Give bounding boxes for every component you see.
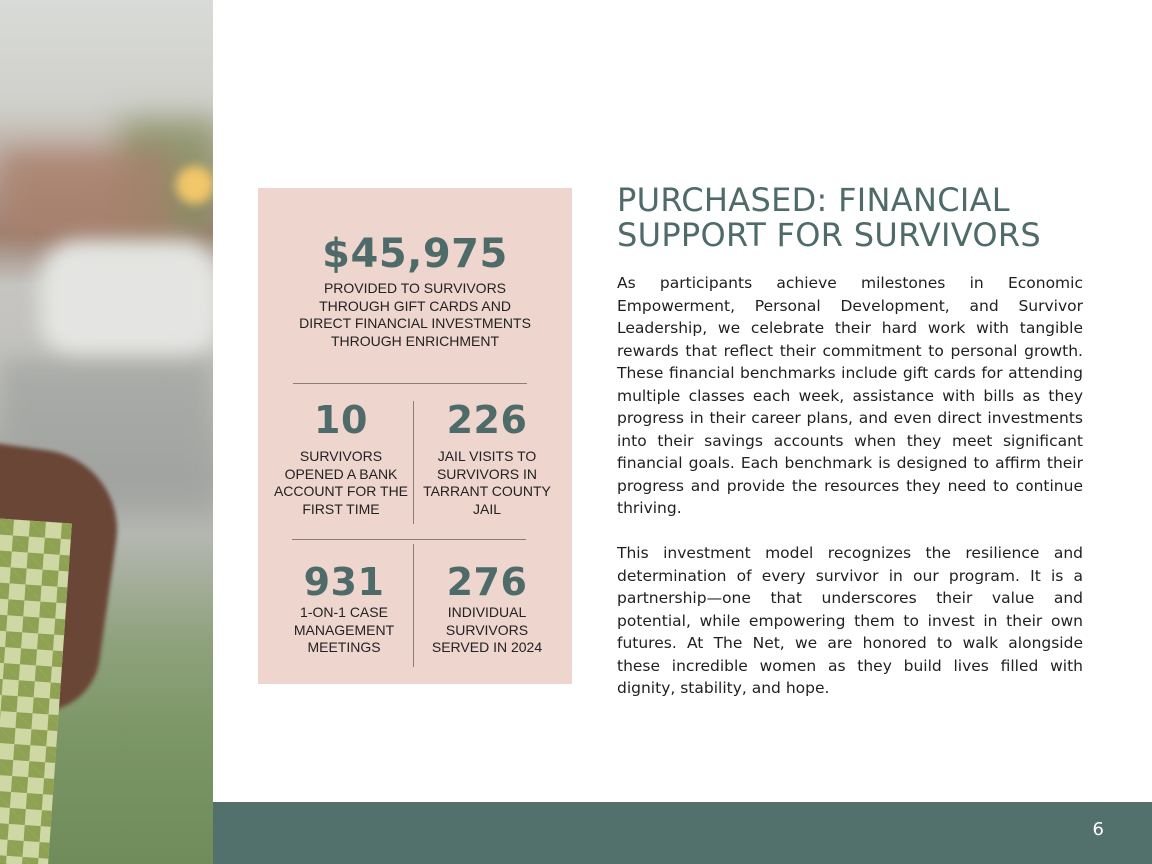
hero-stat-caption: PROVIDED TO SURVIVORS THROUGH GIFT CARDS AND DIRECT FINANCIAL INVESTMENTS THROUGH ENRICHMENT <box>299 280 531 349</box>
footer-bar <box>213 802 1152 864</box>
stats-divider-horizontal <box>293 383 527 384</box>
article-paragraph: As participants achieve milestones in Economic Empowerment, Personal Development, and Survivor Leadership, we celebrate their hard work with tangible rewards that reflect their commitment to personal growth. These financial benchmarks include gift cards for attending multiple classes each week, assistance with bills as they progress in their career plans, and even direct investments into their savings accounts when they meet significant financial goals. Each benchmark is designed to affirm their progress and provide the resources they need to continue thriving. <box>617 274 1083 517</box>
stat-case-management <box>280 562 408 657</box>
stat-caption: SURVIVORS OPENED A BANK ACCOUNT FOR THE FIRST TIME <box>273 448 409 517</box>
article-body <box>617 272 1083 722</box>
hero-photo <box>0 0 213 864</box>
stat-caption: 1-ON-1 CASE MANAGEMENT MEETINGS <box>293 604 395 655</box>
photo-background-light <box>176 166 213 204</box>
stats-divider-vertical <box>413 544 414 667</box>
hero-stat-value: $45,975 <box>322 231 508 277</box>
stat-value: 931 <box>303 560 385 604</box>
stat-value: 10 <box>314 398 368 442</box>
stats-divider-vertical <box>413 401 414 524</box>
article-paragraph: This investment model recognizes the resilience and determination of every survivor in our program. It is a partnership—one that underscores their value and potential, while empowering them to invest in their own futures. At The Net, we are honored to walk alongside these incredible women as they build lives filled with dignity, stability, and hope. <box>617 544 1083 697</box>
stat-survivors-served <box>420 562 554 657</box>
photo-background-building <box>0 150 170 240</box>
stat-bank-accounts <box>272 400 410 518</box>
stat-value: 226 <box>446 398 528 442</box>
stat-caption: JAIL VISITS TO SURVIVORS IN TARRANT COUNTY JAIL <box>423 448 551 517</box>
page-title: PURCHASED: FINANCIAL SUPPORT FOR SURVIVORS <box>617 181 1042 254</box>
stat-caption: INDIVIDUAL SURVIVORS SERVED IN 2024 <box>431 604 543 655</box>
stats-panel <box>258 188 572 684</box>
photo-background-car <box>40 240 213 360</box>
stat-value: 276 <box>446 560 528 604</box>
page-number: 6 <box>1092 819 1104 840</box>
stats-divider-horizontal <box>292 539 526 540</box>
stat-jail-visits <box>416 400 558 518</box>
